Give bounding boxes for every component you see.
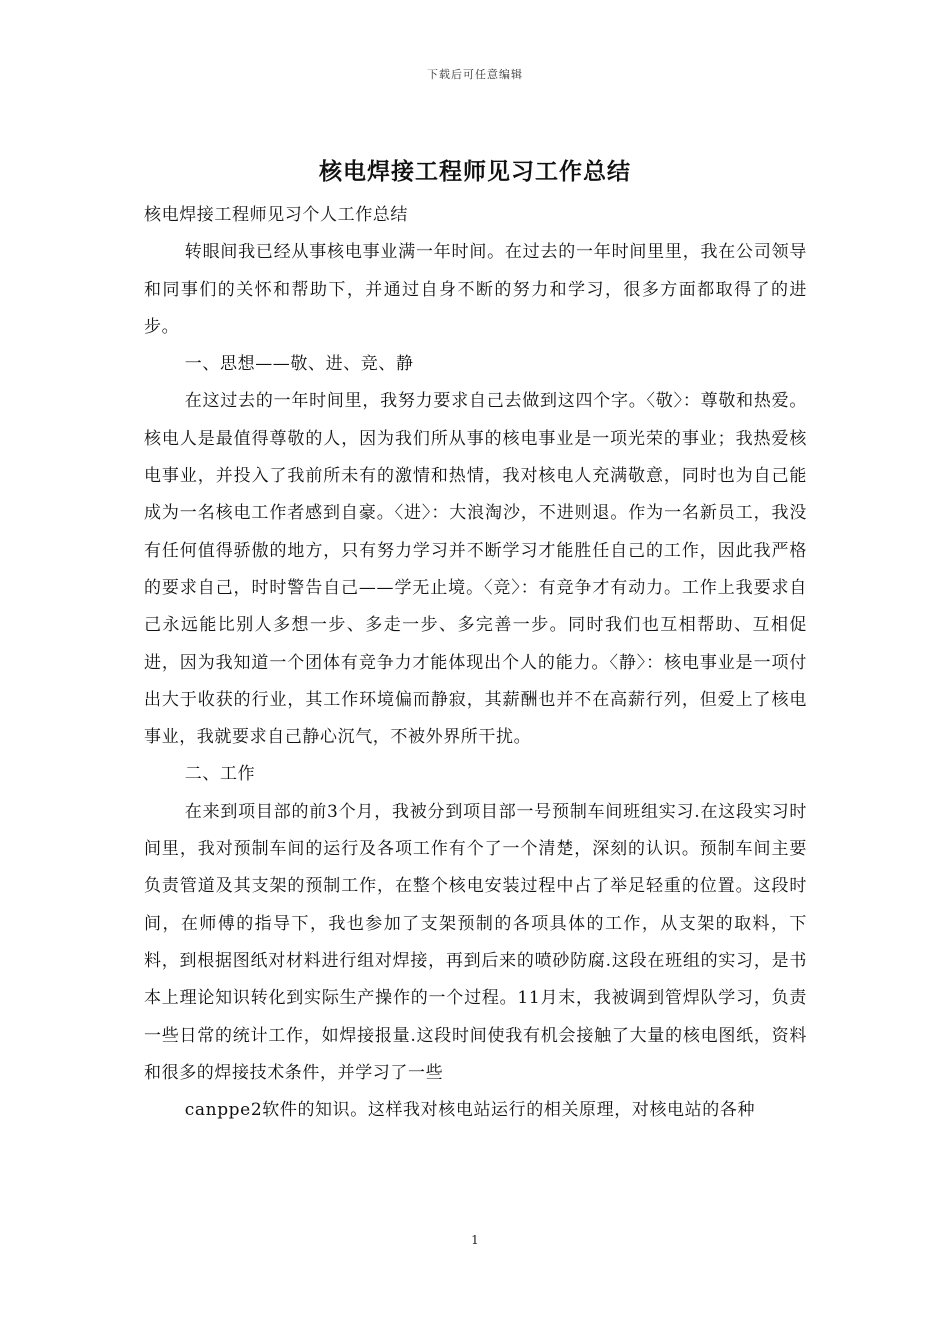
document-body bbox=[144, 197, 807, 1129]
subtitle-paragraph: 核电焊接工程师见习个人工作总结 bbox=[144, 205, 408, 225]
thought-paragraph: 在这过去的一年时间里，我努力要求自己去做到这四个字。〈敬〉：尊敬和热爱。核电人是最值得尊敬的人，因为我们所从事的核电事业是一项光荣的事业；我热爱核电事业，并投入了我前所未有的激情和热情，我对核电人充满敬意，同时也为自己能成为一名核电工作者感到自豪。〈进〉：大浪淘沙，不进则退。作为一名新员工，我没有任何值得骄傲的地方，只有努力学习并不断学习才能胜任自己的工作，因此我严格的要求自己，时时警告自己——学无止境。〈竞〉：有竞争才有动力。工作上我要求自己永远能比别人多想一步、多走一步、多完善一步。同时我们也互相帮助、互相促进，因为我知道一个团体有竞争力才能体现出个人的能力。〈静〉：核电事业是一项付出大于收获的行业，其工作环境偏而静寂，其薪酬也并不在高薪行列，但爱上了核电事业，我就要求自己静心沉气，不被外界所干扰。 bbox=[144, 391, 807, 748]
page-number: 1 bbox=[471, 1233, 479, 1247]
intro-paragraph: 转眼间我已经从事核电事业满一年时间。在过去的一年时间里里，我在公司领导和同事们的关怀和帮助下，并通过自身不断的努力和学习，很多方面都取得了的进步。 bbox=[144, 242, 807, 337]
work-paragraph: 在来到项目部的前3个月，我被分到项目部一号预制车间班组实习.在这段实习时间里，我对预制车间的运行及各项工作有个了一个清楚，深刻的认识。预制车间主要负责管道及其支架的预制工作，在整个核电安装过程中占了举足轻重的位置。这段时间，在师傅的指导下，我也参加了支架预制的各项具体的工作，从支架的取料，下料，到根据图纸对材料进行组对焊接，再到后来的喷砂防腐.这段在班组的实习，是书本上理论知识转化到实际生产操作的一个过程。11月末，我被调到管焊队学习，负责一些日常的统计工作，如焊接报量.这段时间使我有机会接触了大量的核电图纸，资料和很多的焊接技术条件，并学习了一些 bbox=[144, 801, 807, 1083]
document-title: 核电焊接工程师见习工作总结 bbox=[319, 158, 631, 185]
continued-paragraph: canppe2软件的知识。这样我对核电站运行的相关原理，对核电站的各种 bbox=[184, 1100, 756, 1121]
section-heading-thought: 一、思想——敬、进、竞、静 bbox=[184, 354, 414, 375]
header-note: 下载后可任意编辑 bbox=[427, 68, 523, 81]
section-heading-work: 二、工作 bbox=[184, 764, 256, 785]
